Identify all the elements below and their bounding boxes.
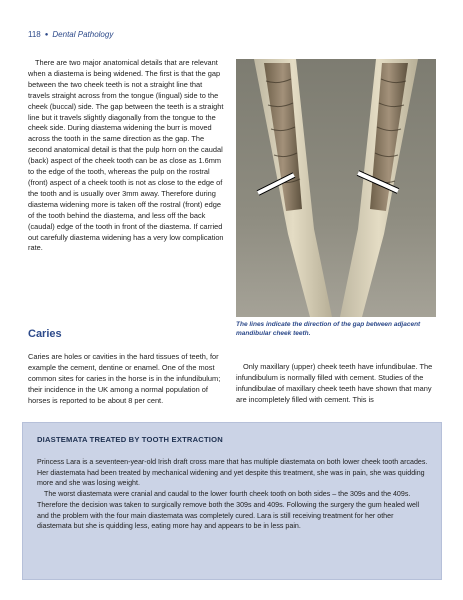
case-study-paragraph: Princess Lara is a seventeen-year-old Irish draft cross mare that has multiple diastemata on both lower cheek tooth arcades. Her diastemata had been treated by mechanical widening and yet despite this treatment, she was in pain, she was quidding more and she was losing weight. (37, 458, 428, 488)
infundibulum-paragraph: Only maxillary (upper) cheek teeth have infundibulae. The infundibulum is normally filled with cement. Studies of the infundibulae of maxillary cheek teeth have shown that many are incompletely filled with cement. This is (236, 362, 433, 404)
bullet-icon: ● (44, 31, 49, 38)
case-study-paragraph: The worst diastemata were cranial and caudal to the lower fourth cheek tooth on both sides – the 309s and the 409s. Therefore the decision was taken to surgically remove both the 309s and 409s. Following the surgery the gum healed well and the problem with the four main diastemata was completely cured. Lara is still receiving treatment for her other diastemata but she is quidding less, eating more hay and appears to be in less pain. (37, 490, 420, 531)
caries-column (28, 352, 228, 407)
page-number: 118 (28, 30, 41, 39)
intro-paragraph: There are two major anatomical details that are relevant when a diastema is being widened. The first is that the gap between the two cheek teeth is not a straight line that travels straight across from the tongue (lingual) side to the cheek (buccal) side. The gap between the teeth is a straight line but it travels slightly diagonally from the tongue to the cheek side. During diastema widening the burr is moved across the tooth in the same direction as the gap. The second anatomical detail is that the pulp horn on the caudal (back) aspect of the cheek tooth can be as close as 1.6mm to the edge of the tooth, whereas the pulp on the rostral (front) aspect of a cheek tooth is not as close to the edge of the tooth and is usually over 3mm away. Therefore during diastema widening more is taken off the rostral (front) edge of the tooth behind the diastema, and less off the back (caudal) edge of the tooth in front of the diastema. If carried out carefully diastema widening has a very low complication rate. (28, 58, 224, 253)
caries-paragraph: Caries are holes or cavities in the hard tissues of teeth, for example the cement, dentine or enamel. One of the most common sites for caries in the horse is in the infundibulum; their incidence in the UK among a normal population of horses is reported to be about 8 per cent. (28, 352, 221, 405)
mandible-illustration (236, 59, 436, 317)
case-study-body (37, 457, 429, 532)
intro-column (28, 58, 224, 254)
case-study-box (22, 422, 442, 580)
running-header (28, 30, 113, 39)
section-heading-caries: Caries (28, 328, 62, 340)
case-study-title: DIASTEMATA TREATED BY TOOTH EXTRACTION (37, 435, 223, 444)
jaw-photo (236, 59, 436, 317)
figure-caption: The lines indicate the direction of the gap between adjacent mandibular cheek teeth. (236, 321, 421, 337)
running-title: Dental Pathology (52, 30, 114, 39)
infundibulum-column (236, 362, 442, 406)
